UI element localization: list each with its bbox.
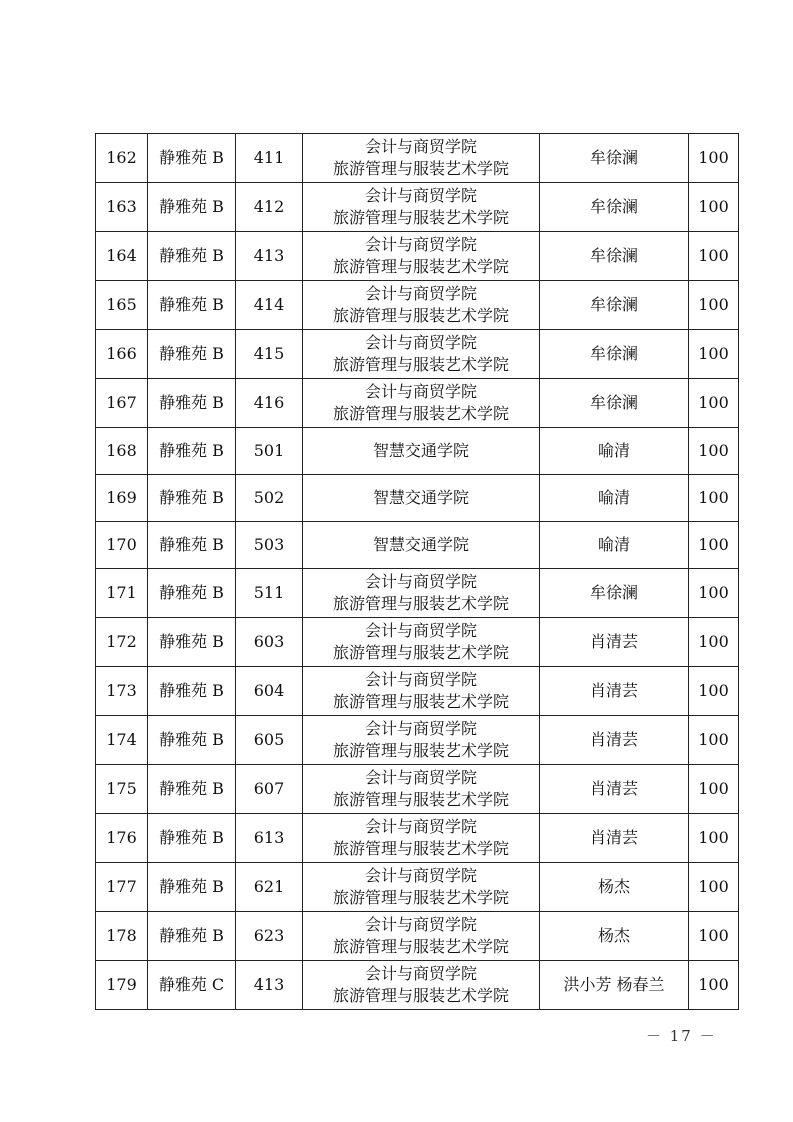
college-name: 会计与商贸学院 [364, 235, 477, 254]
college-name: 旅游管理与服装艺术学院 [332, 790, 509, 809]
score-cell: 100 [689, 134, 739, 183]
building-cell: 静雅苑 B [148, 183, 236, 232]
building-cell: 静雅苑 B [148, 765, 236, 814]
building-cell: 静雅苑 B [148, 863, 236, 912]
score-cell: 100 [689, 475, 739, 522]
counselor-cell: 肖清芸 [540, 716, 689, 765]
score-cell: 100 [689, 716, 739, 765]
row-number-cell: 177 [96, 863, 148, 912]
room-cell: 414 [236, 281, 303, 330]
table-row [96, 475, 739, 522]
score-cell: 100 [689, 281, 739, 330]
college-name: 会计与商贸学院 [364, 866, 477, 885]
college-name: 旅游管理与服装艺术学院 [332, 594, 509, 613]
counselor-cell: 肖清芸 [540, 618, 689, 667]
college-cell [303, 379, 540, 428]
college-cell [303, 183, 540, 232]
row-number-cell: 172 [96, 618, 148, 667]
row-number-cell: 169 [96, 475, 148, 522]
college-name: 会计与商贸学院 [364, 284, 477, 303]
building-cell: 静雅苑 B [148, 814, 236, 863]
college-cell [303, 428, 540, 475]
building-cell: 静雅苑 B [148, 522, 236, 569]
college-name: 会计与商贸学院 [364, 382, 477, 401]
college-name: 会计与商贸学院 [364, 137, 477, 156]
college-name: 旅游管理与服装艺术学院 [332, 208, 509, 227]
table-row [96, 183, 739, 232]
room-cell: 502 [236, 475, 303, 522]
room-cell: 613 [236, 814, 303, 863]
building-cell: 静雅苑 B [148, 667, 236, 716]
score-cell: 100 [689, 765, 739, 814]
room-cell: 501 [236, 428, 303, 475]
counselor-cell: 牟徐澜 [540, 379, 689, 428]
college-name: 会计与商贸学院 [364, 915, 477, 934]
table-row [96, 281, 739, 330]
college-cell [303, 330, 540, 379]
counselor-cell: 肖清芸 [540, 814, 689, 863]
table-row [96, 618, 739, 667]
college-name: 会计与商贸学院 [364, 670, 477, 689]
college-cell [303, 814, 540, 863]
counselor-cell: 牟徐澜 [540, 330, 689, 379]
score-cell: 100 [689, 379, 739, 428]
building-cell: 静雅苑 B [148, 379, 236, 428]
row-number-cell: 179 [96, 961, 148, 1010]
counselor-cell: 牟徐澜 [540, 569, 689, 618]
college-cell [303, 961, 540, 1010]
college-name: 会计与商贸学院 [364, 621, 477, 640]
college-name: 智慧交通学院 [372, 441, 469, 460]
counselor-cell: 喻清 [540, 475, 689, 522]
table-row [96, 428, 739, 475]
counselor-cell: 牟徐澜 [540, 134, 689, 183]
college-name: 旅游管理与服装艺术学院 [332, 306, 509, 325]
college-name: 旅游管理与服装艺术学院 [332, 159, 509, 178]
college-name: 会计与商贸学院 [364, 572, 477, 591]
row-number-cell: 175 [96, 765, 148, 814]
row-number-cell: 162 [96, 134, 148, 183]
building-cell: 静雅苑 B [148, 912, 236, 961]
counselor-cell: 杨杰 [540, 863, 689, 912]
row-number-cell: 174 [96, 716, 148, 765]
table-row [96, 814, 739, 863]
row-number-cell: 173 [96, 667, 148, 716]
college-cell [303, 569, 540, 618]
college-name: 旅游管理与服装艺术学院 [332, 692, 509, 711]
college-name: 会计与商贸学院 [364, 719, 477, 738]
counselor-cell: 肖清芸 [540, 765, 689, 814]
score-cell: 100 [689, 428, 739, 475]
row-number-cell: 176 [96, 814, 148, 863]
table-row [96, 912, 739, 961]
table-row [96, 961, 739, 1010]
page-number: － 17 － [646, 1027, 717, 1045]
college-name: 会计与商贸学院 [364, 186, 477, 205]
score-cell: 100 [689, 569, 739, 618]
row-number-cell: 167 [96, 379, 148, 428]
score-cell: 100 [689, 912, 739, 961]
room-cell: 415 [236, 330, 303, 379]
college-name: 旅游管理与服装艺术学院 [332, 643, 509, 662]
row-number-cell: 166 [96, 330, 148, 379]
college-name: 会计与商贸学院 [364, 333, 477, 352]
college-name: 智慧交通学院 [372, 488, 469, 507]
room-cell: 623 [236, 912, 303, 961]
score-cell: 100 [689, 330, 739, 379]
college-name: 智慧交通学院 [372, 535, 469, 554]
college-name: 会计与商贸学院 [364, 964, 477, 983]
college-name: 旅游管理与服装艺术学院 [332, 404, 509, 423]
row-number-cell: 168 [96, 428, 148, 475]
score-cell: 100 [689, 863, 739, 912]
room-cell: 503 [236, 522, 303, 569]
college-cell [303, 618, 540, 667]
table-row [96, 330, 739, 379]
college-cell [303, 475, 540, 522]
table-row [96, 667, 739, 716]
counselor-cell: 牟徐澜 [540, 183, 689, 232]
college-cell [303, 281, 540, 330]
college-cell [303, 912, 540, 961]
room-cell: 621 [236, 863, 303, 912]
building-cell: 静雅苑 B [148, 716, 236, 765]
college-name: 旅游管理与服装艺术学院 [332, 839, 509, 858]
score-cell: 100 [689, 667, 739, 716]
room-cell: 607 [236, 765, 303, 814]
building-cell: 静雅苑 B [148, 134, 236, 183]
building-cell: 静雅苑 C [148, 961, 236, 1010]
room-cell: 416 [236, 379, 303, 428]
room-cell: 604 [236, 667, 303, 716]
dormitory-score-table [95, 133, 739, 1010]
college-cell [303, 232, 540, 281]
table-row [96, 134, 739, 183]
building-cell: 静雅苑 B [148, 475, 236, 522]
room-cell: 411 [236, 134, 303, 183]
college-cell [303, 765, 540, 814]
college-cell [303, 522, 540, 569]
counselor-cell: 牟徐澜 [540, 281, 689, 330]
table-row [96, 765, 739, 814]
counselor-cell: 肖清芸 [540, 667, 689, 716]
counselor-cell: 喻清 [540, 428, 689, 475]
score-cell: 100 [689, 814, 739, 863]
room-cell: 603 [236, 618, 303, 667]
table-row [96, 716, 739, 765]
college-name: 会计与商贸学院 [364, 768, 477, 787]
row-number-cell: 171 [96, 569, 148, 618]
row-number-cell: 164 [96, 232, 148, 281]
college-name: 旅游管理与服装艺术学院 [332, 986, 509, 1005]
table-body [96, 134, 739, 1010]
college-name: 旅游管理与服装艺术学院 [332, 937, 509, 956]
counselor-cell: 牟徐澜 [540, 232, 689, 281]
building-cell: 静雅苑 B [148, 428, 236, 475]
row-number-cell: 165 [96, 281, 148, 330]
counselor-cell: 喻清 [540, 522, 689, 569]
college-name: 旅游管理与服装艺术学院 [332, 741, 509, 760]
college-cell [303, 667, 540, 716]
row-number-cell: 178 [96, 912, 148, 961]
table-row [96, 232, 739, 281]
building-cell: 静雅苑 B [148, 232, 236, 281]
score-cell: 100 [689, 232, 739, 281]
table-row [96, 522, 739, 569]
room-cell: 511 [236, 569, 303, 618]
college-cell [303, 716, 540, 765]
score-cell: 100 [689, 183, 739, 232]
college-cell [303, 134, 540, 183]
room-cell: 412 [236, 183, 303, 232]
score-cell: 100 [689, 522, 739, 569]
building-cell: 静雅苑 B [148, 569, 236, 618]
table-row [96, 569, 739, 618]
table-row [96, 379, 739, 428]
college-name: 旅游管理与服装艺术学院 [332, 355, 509, 374]
table-row [96, 863, 739, 912]
building-cell: 静雅苑 B [148, 618, 236, 667]
row-number-cell: 163 [96, 183, 148, 232]
college-name: 会计与商贸学院 [364, 817, 477, 836]
room-cell: 413 [236, 961, 303, 1010]
building-cell: 静雅苑 B [148, 330, 236, 379]
room-cell: 605 [236, 716, 303, 765]
counselor-cell: 杨杰 [540, 912, 689, 961]
room-cell: 413 [236, 232, 303, 281]
building-cell: 静雅苑 B [148, 281, 236, 330]
score-cell: 100 [689, 618, 739, 667]
college-name: 旅游管理与服装艺术学院 [332, 888, 509, 907]
score-cell: 100 [689, 961, 739, 1010]
college-name: 旅游管理与服装艺术学院 [332, 257, 509, 276]
counselor-cell: 洪小芳 杨春兰 [540, 961, 689, 1010]
row-number-cell: 170 [96, 522, 148, 569]
college-cell [303, 863, 540, 912]
